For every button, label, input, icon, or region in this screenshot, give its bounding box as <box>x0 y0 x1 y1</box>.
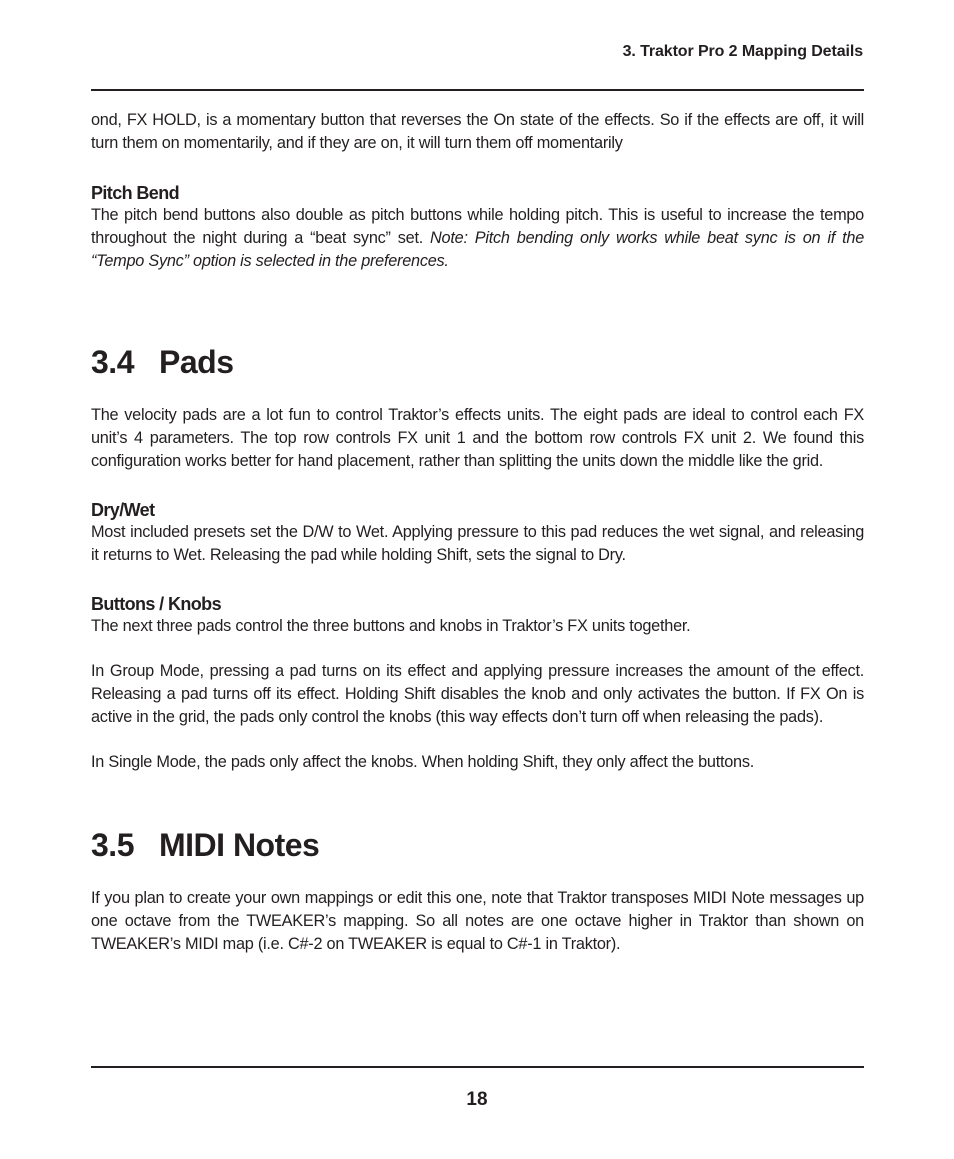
pitch-bend-heading: Pitch Bend <box>91 183 180 203</box>
pitch-bend-text: The pitch bend buttons also double as pitch buttons while holding pitch. This is useful to increase the tempo throughout the night during a “beat sync” set. <box>91 206 864 247</box>
footer-rule <box>91 1066 864 1068</box>
section-number: 3.4 <box>91 344 134 380</box>
section-heading-pads <box>91 342 864 382</box>
header-rule <box>91 89 864 91</box>
midi-notes-paragraph: If you plan to create your own mappings or edit this one, note that Traktor transposes MIDI Note messages up one octave from the TWEAKER’s mapping. So all notes are one octave higher in Traktor than shown on TWEAKER’s MIDI map (i.e. C#-2 on TWEAKER is equal to C#-1 in Traktor). <box>91 889 864 953</box>
pitch-bend-note: Note: Pitch bending only works while beat sync is on if the “Tempo Sync” option is selected in the preferences. <box>91 229 864 270</box>
buttons-knobs-paragraph: The next three pads control the three buttons and knobs in Traktor’s FX units together. <box>91 617 691 635</box>
section-title: MIDI Notes <box>159 827 320 863</box>
page-number: 18 <box>466 1089 488 1110</box>
single-mode-paragraph: In Single Mode, the pads only affect the knobs. When holding Shift, they only affect the buttons. <box>91 753 755 771</box>
group-mode-paragraph: In Group Mode, pressing a pad turns on its effect and applying pressure increases the amount of the effect. Releasing a pad turns off its effect. Holding Shift disables the knob and only activates the button. If FX On is active in the grid, the pads only control the knobs (this way effects don’t turn off when releasing the pads). <box>91 662 864 726</box>
page-body <box>91 109 864 956</box>
dry-wet-paragraph: Most included presets set the D/W to Wet. Applying pressure to this pad reduces the wet signal, and releasing it returns to Wet. Releasing the pad while holding Shift, sets the signal to Dry. <box>91 523 864 564</box>
section-title: Pads <box>159 344 234 380</box>
section-number: 3.5 <box>91 827 134 863</box>
pads-intro-paragraph: The velocity pads are a lot fun to control Traktor’s effects units. The eight pads are ideal to control each FX unit’s 4 parameters. The top row controls FX unit 1 and the bottom row controls FX unit 2. We found this configuration works better for hand placement, rather than splitting the units down the middle like the grid. <box>91 406 864 470</box>
intro-paragraph: ond, FX HOLD, is a momentary button that reverses the On state of the effects. So if the effects are off, it will turn them on momentarily, and if they are on, it will turn them off momentarily <box>91 111 864 152</box>
section-heading-midi-notes <box>91 825 864 865</box>
dry-wet-heading: Dry/Wet <box>91 500 155 520</box>
pitch-bend-paragraph <box>91 204 864 273</box>
buttons-knobs-heading: Buttons / Knobs <box>91 594 221 614</box>
running-header: 3. Traktor Pro 2 Mapping Details <box>622 43 863 60</box>
